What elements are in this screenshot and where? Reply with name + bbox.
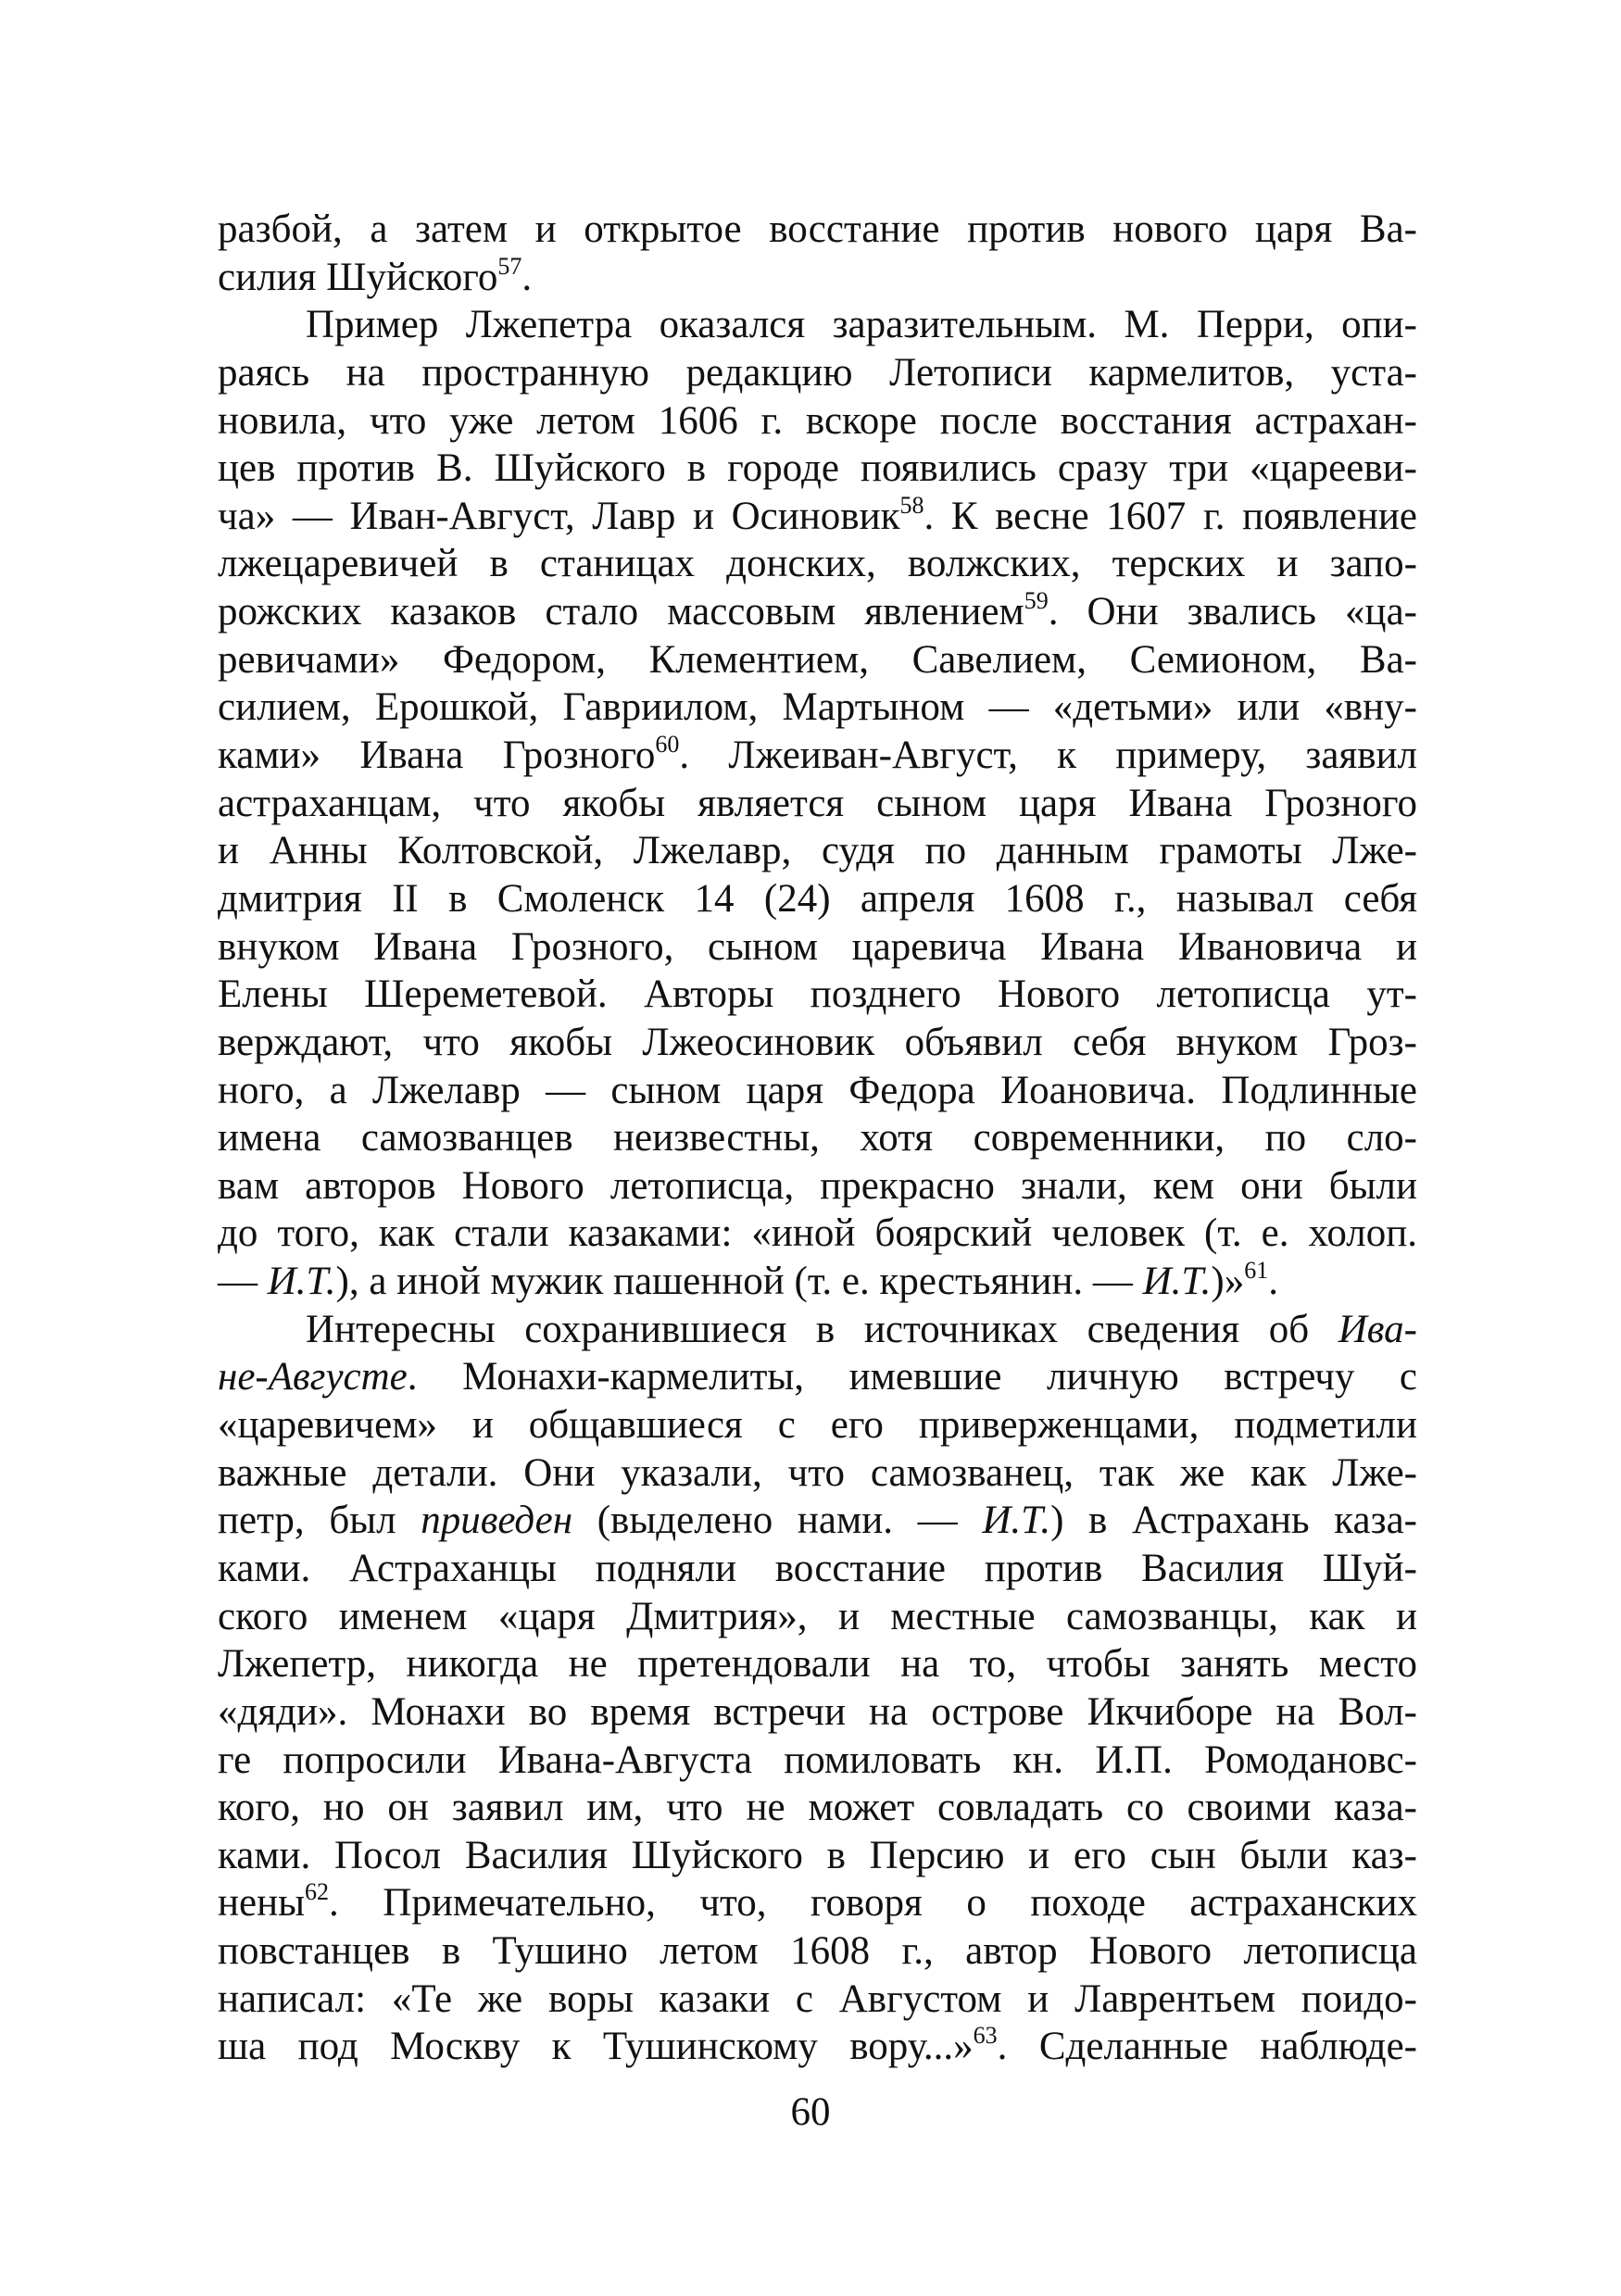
text-line bbox=[218, 1114, 1417, 1162]
text-line bbox=[218, 1401, 1417, 1449]
text-run: разбой, а затем и открытое восстание против нового царя Ва- bbox=[218, 207, 1417, 251]
text-run: новила, что уже летом 1606 г. вскоре после восстания астрахан- bbox=[218, 398, 1417, 443]
text-line bbox=[218, 1976, 1417, 2024]
text-line bbox=[218, 397, 1417, 445]
text-run: ча» — Иван-Август, Лавр и Осиновик bbox=[218, 494, 900, 538]
footnote-ref: 57 bbox=[497, 252, 522, 280]
text-run: Лжепетр, никогда не претендовали на то, чтобы занять место bbox=[218, 1642, 1417, 1687]
text-line bbox=[218, 684, 1417, 732]
text-line bbox=[218, 1019, 1417, 1067]
text-line bbox=[218, 1162, 1417, 1211]
text-line bbox=[218, 1210, 1417, 1258]
text-line bbox=[218, 1832, 1417, 1880]
emphasis-text: приведен bbox=[421, 1499, 573, 1543]
text-run: . Примечательно, что, говоря о походе астраханских bbox=[329, 1881, 1417, 1926]
text-line bbox=[218, 875, 1417, 923]
text-line bbox=[218, 827, 1417, 875]
text-line bbox=[218, 1927, 1417, 1976]
text-line bbox=[218, 349, 1417, 397]
text-run: ша под Москву к Тушинскому вору...» bbox=[218, 2025, 974, 2069]
text-run: (выделено нами. — bbox=[572, 1499, 983, 1543]
text-run: . Монахи-кармелиты, имевшие личную встречу с bbox=[407, 1355, 1417, 1399]
footnote-ref: 58 bbox=[899, 491, 924, 519]
text-run: дмитрия II в Смоленск 14 (24) апреля 1608 г., называл себя bbox=[218, 876, 1417, 921]
text-run: до того, как стали казаками: «иной боярский человек (т. е. холоп. bbox=[218, 1211, 1417, 1256]
text-run: повстанцев в Тушино летом 1608 г., автор Нового летописца bbox=[218, 1929, 1417, 1974]
text-run: раясь на пространную редакцию Летописи кармелитов, уста- bbox=[218, 350, 1417, 395]
footnote-ref: 60 bbox=[655, 731, 680, 759]
text-line bbox=[218, 1640, 1417, 1688]
text-run: . К весне 1607 г. появление bbox=[924, 494, 1417, 538]
text-line bbox=[218, 1784, 1417, 1832]
text-line bbox=[218, 2023, 1417, 2071]
text-run: ), а иной мужик пашенной (т. е. крестьянин. — bbox=[335, 1260, 1143, 1304]
text-line bbox=[218, 445, 1417, 493]
text-run: петр, был bbox=[218, 1499, 421, 1543]
text-line bbox=[218, 254, 1417, 302]
text-run: верждают, что якобы Лжеосиновик объявил себя внуком Гроз- bbox=[218, 1020, 1417, 1064]
footnote-ref: 63 bbox=[973, 2022, 998, 2050]
text-run: ками. Посол Василия Шуйского в Персию и его сын были каз- bbox=[218, 1833, 1417, 1877]
footnote-ref: 62 bbox=[305, 1878, 329, 1906]
emphasis-text: И.Т. bbox=[1142, 1260, 1212, 1304]
text-run: . bbox=[521, 255, 533, 299]
text-line bbox=[218, 1737, 1417, 1785]
text-line bbox=[218, 1593, 1417, 1641]
text-line bbox=[218, 1306, 1417, 1354]
text-run: написал: «Те же воры казаки с Августом и Лаврентьем поидо- bbox=[218, 1976, 1417, 2021]
text-line bbox=[218, 1258, 1417, 1306]
text-run: важные детали. Они указали, что самозванец, так же как Лже- bbox=[218, 1450, 1417, 1495]
text-line bbox=[218, 206, 1417, 254]
footnote-ref: 59 bbox=[1024, 587, 1049, 615]
emphasis-text: не-Августе bbox=[218, 1355, 408, 1399]
text-run: . Лжеиван-Август, к примеру, заявил bbox=[679, 734, 1417, 778]
text-line bbox=[218, 971, 1417, 1019]
text-run: )» bbox=[1211, 1260, 1245, 1304]
text-run: . Они звались «ца- bbox=[1048, 590, 1417, 634]
text-run: силием, Ерошкой, Гавриилом, Мартыном — «детьми» или «вну- bbox=[218, 685, 1417, 730]
text-run: ревичами» Федором, Клементием, Савелием, Семионом, Ва- bbox=[218, 637, 1417, 682]
text-run: ками» Ивана Грозного bbox=[218, 734, 656, 778]
text-run: ) в Астрахань каза- bbox=[1050, 1499, 1417, 1543]
text-run: ками. Астраханцы подняли восстание против Василия Шуй- bbox=[218, 1546, 1417, 1590]
text-line bbox=[218, 923, 1417, 972]
text-run: цев против В. Шуйского в городе появились сразу три «царееви- bbox=[218, 446, 1417, 491]
text-line bbox=[218, 1688, 1417, 1737]
text-run: «дяди». Монахи во время встречи на острове Икчиборе на Вол- bbox=[218, 1689, 1417, 1734]
text-run: имена самозванцев неизвестны, хотя современники, по сло- bbox=[218, 1116, 1417, 1161]
text-run: силия Шуйского bbox=[218, 255, 498, 299]
text-line bbox=[218, 540, 1417, 588]
text-run: Пример Лжепетра оказался заразительным. М. Перри, опи- bbox=[306, 303, 1417, 347]
text-run: кого, но он заявил им, что не может совладать со своими каза- bbox=[218, 1786, 1417, 1830]
text-line bbox=[218, 1449, 1417, 1498]
text-run: ге попросили Ивана-Августа помиловать кн. И.П. Ромодановс- bbox=[218, 1738, 1417, 1782]
text-run: внуком Ивана Грозного, сыном царевича Ивана Ивановича и bbox=[218, 924, 1417, 969]
text-run: рожских казаков стало массовым явлением bbox=[218, 590, 1024, 634]
text-run: вам авторов Нового летописца, прекрасно знали, кем они были bbox=[218, 1163, 1417, 1208]
text-run: астраханцам, что якобы является сыном царя Ивана Грозного bbox=[218, 781, 1417, 825]
emphasis-text: Ива- bbox=[1338, 1307, 1417, 1351]
text-run: ского именем «царя Дмитрия», и местные самозванцы, как и bbox=[218, 1594, 1417, 1638]
text-run: «царевичем» и общавшиеся с его приверженцами, подметили bbox=[218, 1403, 1417, 1448]
text-run: ного, а Лжелавр — сыном царя Федора Иоановича. Подлинные bbox=[218, 1068, 1417, 1112]
emphasis-text: И.Т. bbox=[982, 1499, 1051, 1543]
text-line bbox=[218, 636, 1417, 684]
text-line bbox=[218, 1879, 1417, 1927]
text-run: . bbox=[1268, 1260, 1278, 1304]
text-run: лжецаревичей в станицах донских, волжских, терских и запо- bbox=[218, 542, 1417, 586]
text-line bbox=[218, 732, 1417, 780]
text-line bbox=[218, 1067, 1417, 1115]
text-line bbox=[218, 1497, 1417, 1545]
page-number: 60 bbox=[790, 2090, 831, 2134]
text-line bbox=[218, 1353, 1417, 1401]
text-run: нены bbox=[218, 1881, 305, 1926]
footnote-ref: 61 bbox=[1244, 1257, 1269, 1285]
text-run: — bbox=[218, 1260, 268, 1304]
emphasis-text: И.Т. bbox=[267, 1260, 336, 1304]
text-line bbox=[218, 588, 1417, 636]
text-run: Интересны сохранившиеся в источниках сведения об bbox=[306, 1307, 1338, 1351]
text-run: и Анны Колтовской, Лжелавр, судя по данным грамоты Лже- bbox=[218, 829, 1417, 873]
text-line bbox=[218, 780, 1417, 828]
text-line bbox=[218, 493, 1417, 541]
text-run: Елены Шереметевой. Авторы позднего Нового летописца ут- bbox=[218, 972, 1417, 1017]
text-body bbox=[218, 206, 1417, 2071]
text-line bbox=[218, 1545, 1417, 1593]
text-line bbox=[218, 301, 1417, 349]
text-run: . Сделанные наблюде- bbox=[997, 2025, 1417, 2069]
